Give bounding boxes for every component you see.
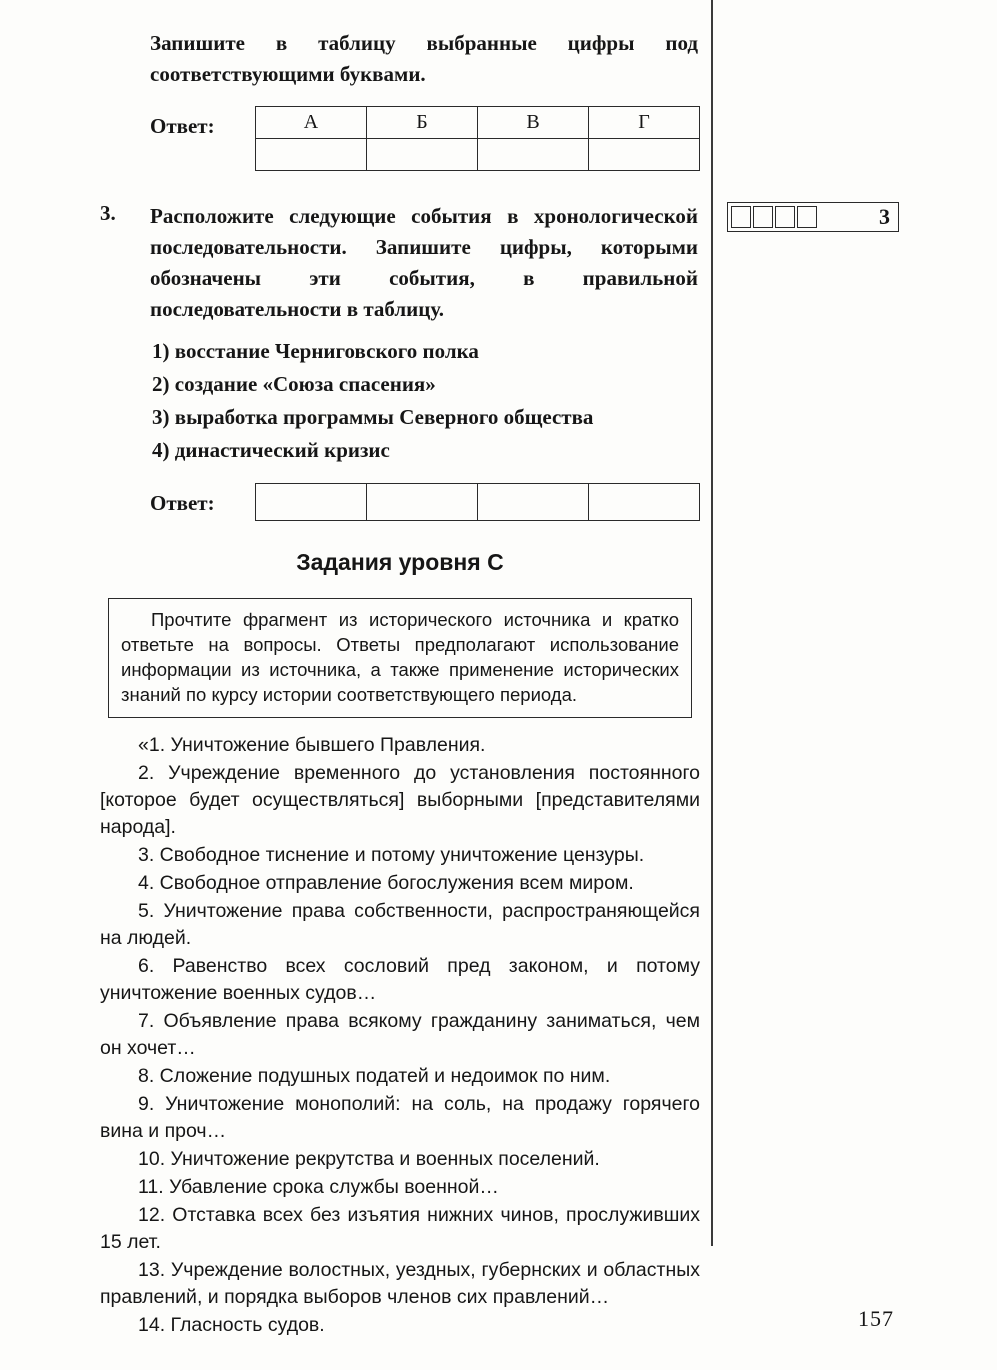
answer-table-header-row xyxy=(256,107,700,139)
answer-box-square xyxy=(753,206,773,228)
section-c-instruction-text: Прочтите фрагмент из исторического источника и кратко ответьте на вопросы. Ответы предполагают использование информации из источника, а также применение исторических знаний по курсу истории соответствующего периода. xyxy=(121,609,679,705)
source-paragraph: 2. Учреждение временного до установления постоянного [которое будет осуществляться] выборными [представителями народа]. xyxy=(100,762,700,838)
task3-answer-label: Ответ: xyxy=(150,491,215,515)
task2-instruction: Запишите в таблицу выбранные цифры под соответствующими буквами. xyxy=(150,31,698,86)
source-paragraph: 10. Уничтожение рекрутства и военных поселений. xyxy=(138,1148,600,1170)
source-paragraph: 9. Уничтожение монополий: на соль, на продажу горячего вина и проч… xyxy=(100,1093,700,1142)
source-paragraph: 5. Уничтожение права собственности, распространяющейся на людей. xyxy=(100,900,700,949)
answer-table-empty-row xyxy=(256,139,700,171)
source-paragraph: 4. Свободное отправление богослужения всем миром. xyxy=(138,872,634,894)
answer-header-cell: В xyxy=(478,107,589,139)
page-number: 157 xyxy=(858,1306,894,1331)
answer-box-square xyxy=(797,206,817,228)
source-paragraph: 8. Сложение подушных податей и недоимок по ним. xyxy=(138,1065,611,1087)
answer-cell xyxy=(478,139,589,171)
task3-text: Расположите следующие события в хронологической последовательности. Запишите цифры, которыми обозначены эти события, в правильной последовательности в таблицу. xyxy=(150,204,698,321)
source-paragraph: 7. Объявление права всякому гражданину заниматься, чем он хочет… xyxy=(100,1010,700,1059)
answer-cell xyxy=(589,484,700,521)
task3-number: 3. xyxy=(100,201,116,225)
answer-cell xyxy=(478,484,589,521)
answer-box-square xyxy=(731,206,751,228)
task3-item: 4) династический кризис xyxy=(152,438,390,462)
answer-table-sequence xyxy=(255,483,700,521)
source-paragraph: 12. Отставка всех без изъятия нижних чинов, прослуживших 15 лет. xyxy=(100,1204,700,1253)
task3 xyxy=(100,201,700,325)
source-paragraph: 14. Гласность судов. xyxy=(138,1314,325,1336)
source-paragraph: 11. Убавление срока службы военной… xyxy=(138,1176,499,1198)
task3-item: 3) выработка программы Северного общества xyxy=(152,405,594,429)
answer-cell xyxy=(367,484,478,521)
answer-cell xyxy=(256,139,367,171)
answer-header-cell: Г xyxy=(589,107,700,139)
section-c-instruction-box xyxy=(108,598,692,718)
margin-divider-line xyxy=(711,0,713,1246)
margin-task-number: 3 xyxy=(879,204,890,229)
section-c-heading: Задания уровня С xyxy=(296,549,504,575)
task2-answer-label: Ответ: xyxy=(150,114,215,138)
main-text-column xyxy=(100,28,700,1340)
task2-answer-row xyxy=(150,106,700,171)
answer-table-empty-row xyxy=(256,484,700,521)
task3-item: 1) восстание Черниговского полка xyxy=(152,339,479,363)
answer-table-letters xyxy=(255,106,700,171)
historical-source-excerpt xyxy=(100,732,700,1339)
answer-header-cell: А xyxy=(256,107,367,139)
source-paragraph: 13. Учреждение волостных, уездных, губернских и областных правлений, и порядка выборов членов сих правлений… xyxy=(100,1259,700,1308)
answer-box-square xyxy=(775,206,795,228)
answer-header-cell: Б xyxy=(367,107,478,139)
answer-cell xyxy=(589,139,700,171)
source-paragraph: «1. Уничтожение бывшего Правления. xyxy=(138,734,486,756)
source-paragraph: 6. Равенство всех сословий пред законом, и потому уничтожение военных судов… xyxy=(100,955,700,1004)
answer-cell xyxy=(256,484,367,521)
source-paragraph: 3. Свободное тиснение и потому уничтожение цензуры. xyxy=(138,844,645,866)
task3-items xyxy=(152,335,700,467)
margin-answer-boxes xyxy=(727,202,899,232)
answer-cell xyxy=(367,139,478,171)
task3-answer-row xyxy=(150,483,700,521)
task3-item: 2) создание «Союза спасения» xyxy=(152,372,436,396)
